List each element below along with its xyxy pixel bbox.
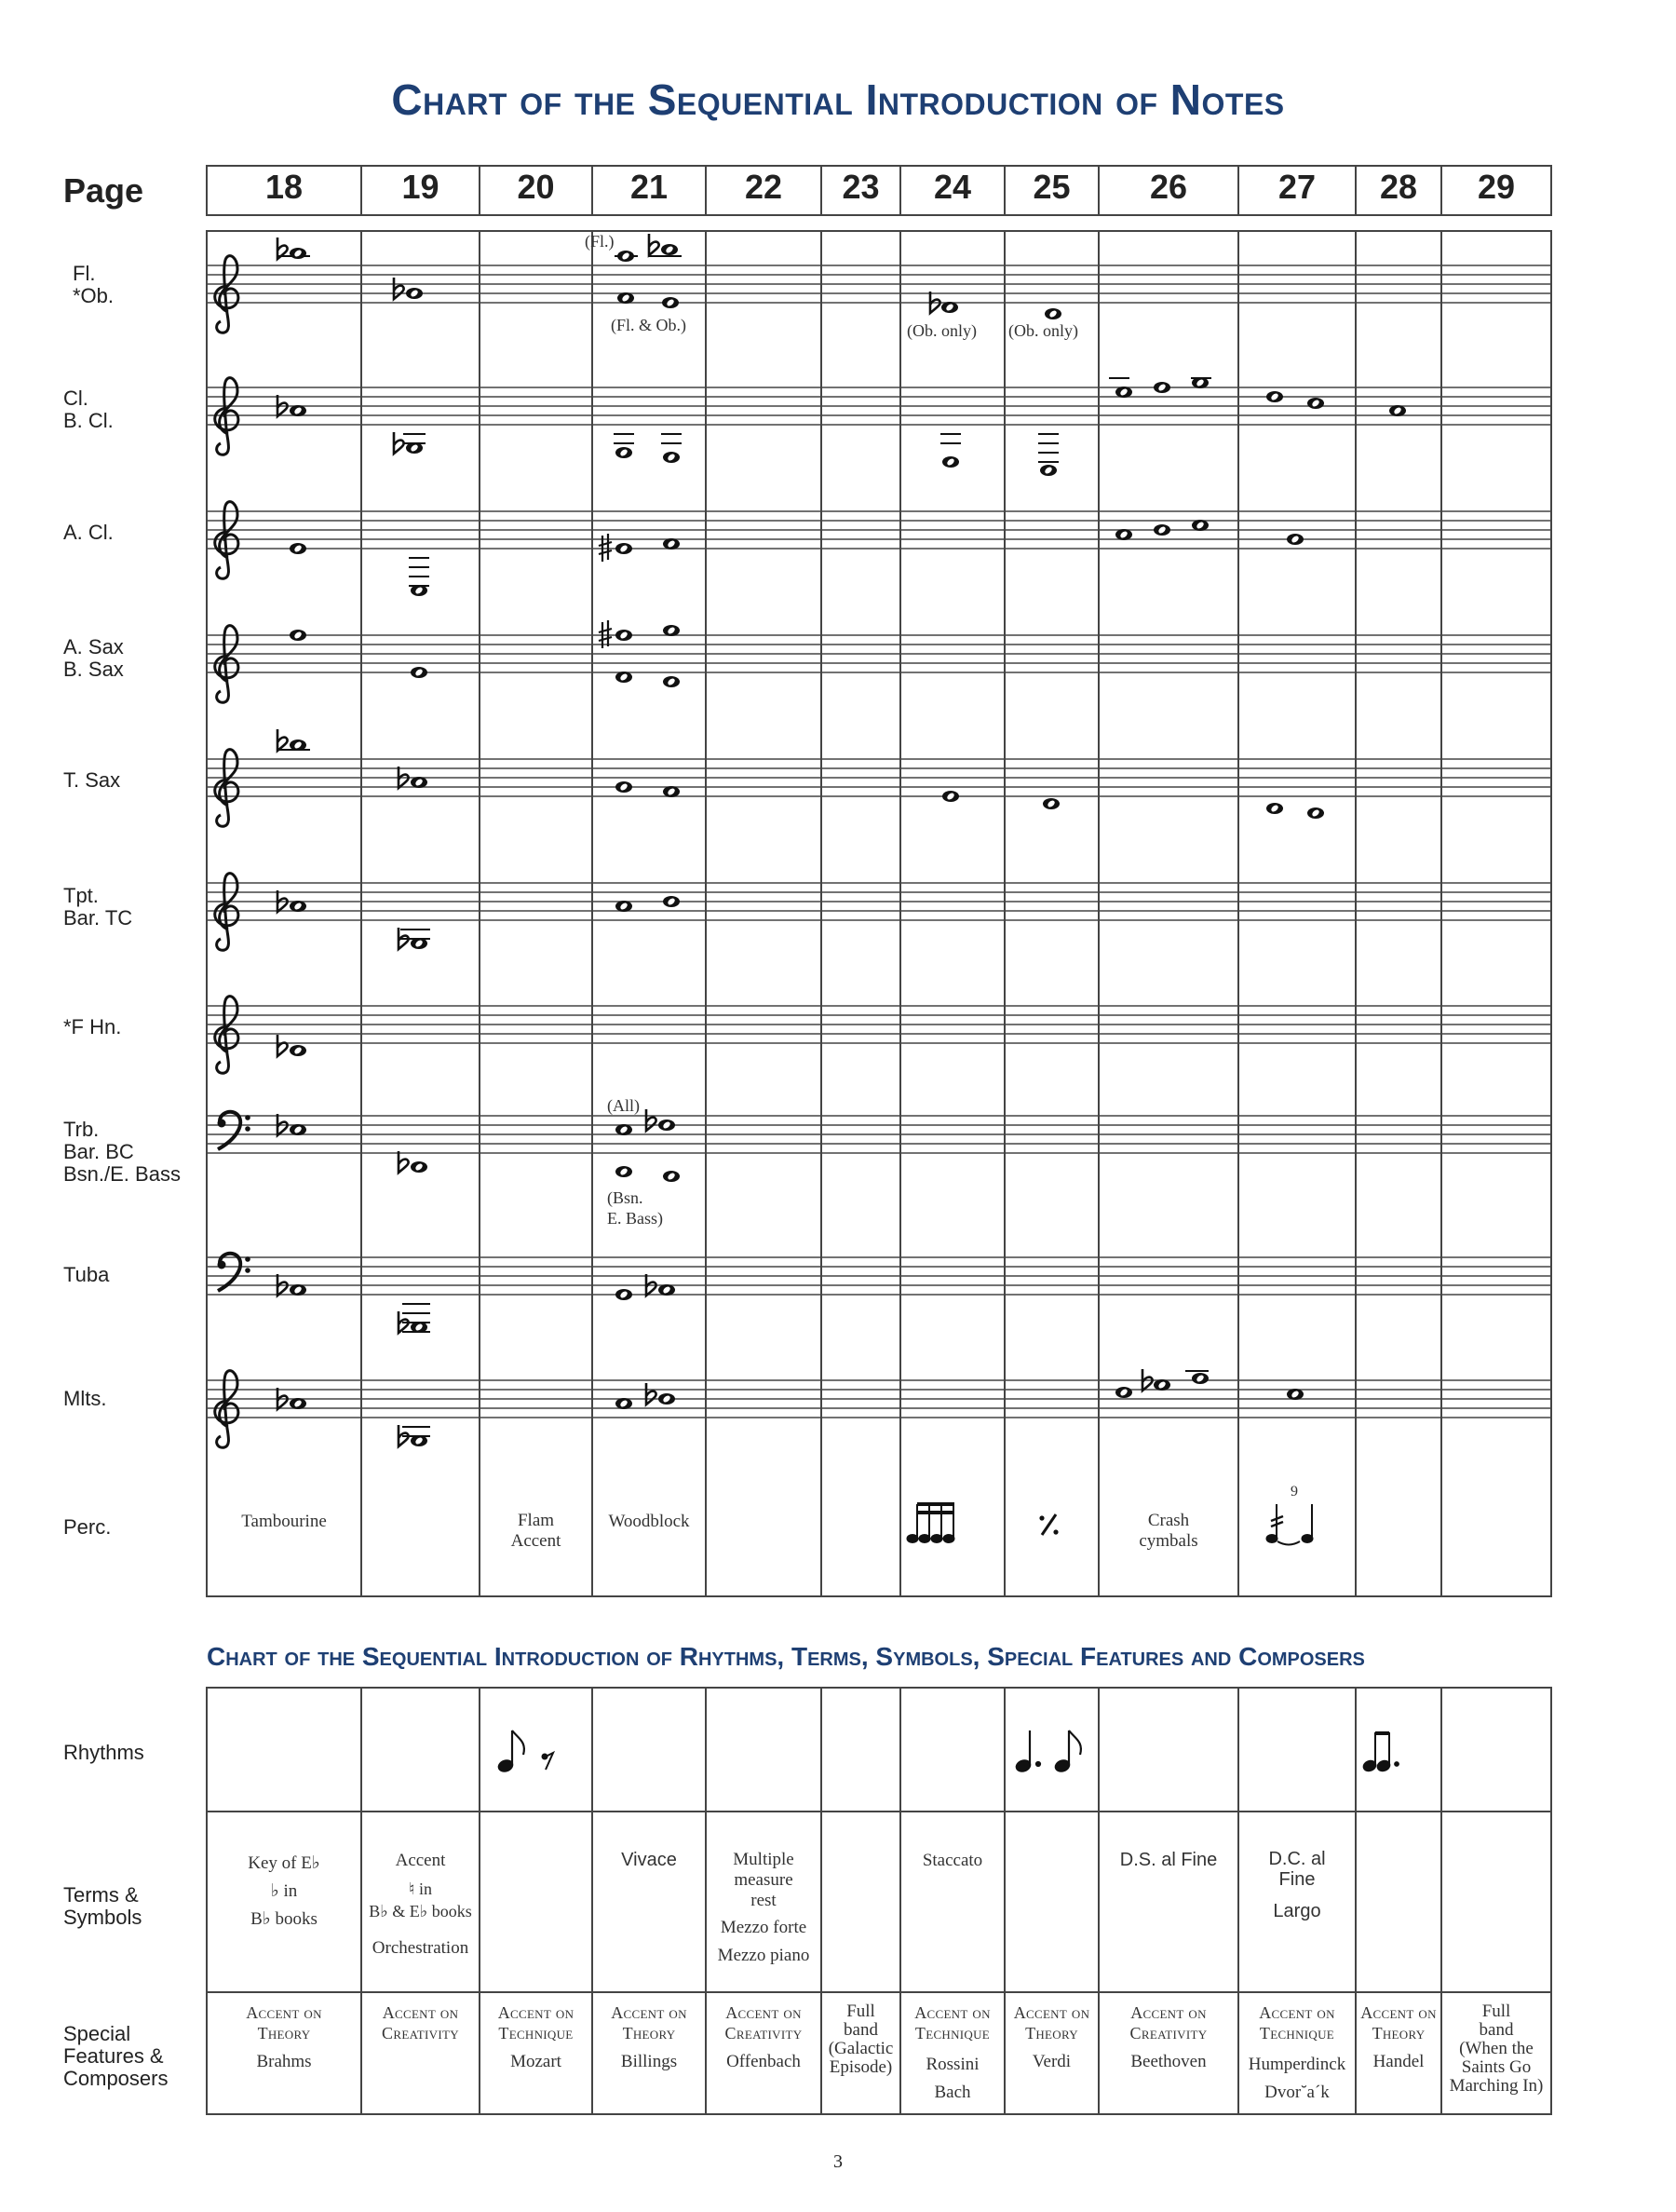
label-percussion: Perc.	[63, 1515, 112, 1539]
label-mallets: Mlts.	[63, 1387, 107, 1410]
feature-full-band: Full band (When the Saints Go Marching In)	[1449, 2002, 1544, 2096]
term-dc-al-fine: D.C. al Fine	[1268, 1849, 1326, 1890]
label-flute-oboe: Fl. *Ob.	[73, 262, 115, 307]
perc-tuplet-number: 9	[1291, 1484, 1298, 1500]
page-number: 18	[264, 168, 304, 206]
label-rhythms: Rhythms	[63, 1741, 144, 1764]
label-terms-symbols: Terms & Symbols	[63, 1883, 142, 1929]
feature-composer: Handel	[1372, 2052, 1425, 2071]
term-largo: Largo	[1273, 1901, 1321, 1921]
term-staccato: Staccato	[922, 1851, 983, 1870]
label-clarinet: Cl. B. Cl.	[63, 387, 114, 432]
feature-accent: Accent on Technique	[914, 2003, 991, 2042]
rhythm-eighth-rest	[496, 1730, 553, 1773]
term-accent: Accent	[395, 1851, 446, 1870]
page-number: 19	[401, 168, 439, 206]
page-number: 29	[1477, 168, 1516, 206]
page-number: 25	[1033, 168, 1071, 206]
page-number: 21	[629, 168, 669, 206]
term-mezzo-piano: Mezzo piano	[717, 1946, 810, 1965]
column-dividers	[361, 166, 1441, 1596]
feature-composer: Humperdinck Dvor˘a´k	[1248, 2055, 1346, 2102]
page-number: 22	[744, 168, 783, 206]
annotation-all: (All)	[607, 1096, 640, 1115]
label-trombone: Trb. Bar. BC Bsn./E. Bass	[63, 1118, 181, 1186]
annotation-bsn-ebass: (Bsn. E. Bass)	[607, 1188, 663, 1228]
staves	[207, 265, 1551, 1418]
term-ds-al-fine: D.S. al Fine	[1119, 1850, 1218, 1870]
feature-accent: Accent on Creativity	[724, 2003, 803, 2042]
page-label: Page	[63, 171, 144, 210]
feature-accent: Accent on Theory	[1013, 2003, 1090, 2042]
label-sax: A. Sax B. Sax	[63, 635, 124, 681]
feature-accent: Accent on Theory	[1360, 2003, 1437, 2042]
feature-accent: Accent on Technique	[497, 2003, 574, 2042]
term-natural: ♮ in B♭ & E♭ books	[369, 1880, 472, 1920]
term-orchestration: Orchestration	[372, 1938, 469, 1958]
label-alto-clarinet: A. Cl.	[63, 521, 114, 544]
feature-composer: Offenbach	[726, 2052, 801, 2071]
perc-sixteenths	[907, 1502, 954, 1543]
page-number: 27	[1277, 168, 1317, 206]
feature-accent: Accent on Theory	[611, 2003, 687, 2042]
feature-composer: Billings	[620, 2052, 678, 2071]
page-number: 28	[1379, 168, 1418, 206]
perc-roll	[1266, 1504, 1313, 1545]
label-tenor-sax: T. Sax	[63, 768, 121, 792]
rhythm-eighth-dotted-quarter	[1362, 1731, 1399, 1773]
label-trumpet: Tpt. Bar. TC	[63, 884, 133, 930]
term-multiple-measure-rest: Multiple measure rest	[733, 1850, 794, 1910]
feature-accent: Accent on Creativity	[1129, 2003, 1208, 2042]
feature-composer: Verdi	[1032, 2052, 1072, 2071]
annotation-ob-only: (Ob. only)	[1008, 321, 1078, 340]
annotation-fl-ob: (Fl. & Ob.)	[611, 316, 686, 334]
page-number: 24	[933, 168, 972, 206]
annotation-ob-only: (Ob. only)	[907, 321, 977, 340]
page-number: 20	[517, 168, 555, 206]
feature-composer: Mozart	[510, 2052, 561, 2071]
term-mezzo-forte: Mezzo forte	[720, 1918, 807, 1937]
perc-tambourine: Tambourine	[241, 1512, 327, 1531]
term-key-of-eflat: Key of E♭ ♭ in B♭ books	[248, 1853, 320, 1929]
chart-title: Chart of the Sequential Introduction of Notes	[391, 75, 1285, 124]
perc-repeat-sign	[1039, 1514, 1058, 1535]
feature-accent: Accent on Technique	[1259, 2003, 1335, 2042]
feature-full-band: Full band (Galactic Episode)	[828, 2002, 894, 2077]
feature-accent: Accent on Creativity	[382, 2003, 459, 2042]
annotation-fl: (Fl.)	[585, 232, 615, 251]
ledger-lines	[277, 256, 1211, 1436]
label-special-features: Special Features & Composers	[63, 2022, 169, 2090]
chart2-title: Chart of the Sequential Introduction of Rhythms, Terms, Symbols, Special Features and Composers	[207, 1642, 1365, 1671]
rhythm-dotted-quarter-eighth	[1014, 1730, 1080, 1773]
page-number: 26	[1149, 168, 1188, 206]
perc-crash-cymbals: Crash cymbals	[1139, 1511, 1198, 1551]
feature-composer: Brahms	[256, 2052, 312, 2071]
perc-flam-accent: Flam Accent	[510, 1511, 561, 1551]
page-number: 23	[842, 168, 880, 206]
label-horn: *F Hn.	[63, 1015, 122, 1038]
term-vivace: Vivace	[621, 1850, 677, 1870]
feature-composer: Rossini Bach	[926, 2055, 980, 2102]
clefs	[215, 256, 250, 1448]
feature-composer: Beethoven	[1130, 2052, 1207, 2071]
feature-accent: Accent on Theory	[246, 2003, 322, 2042]
perc-woodblock: Woodblock	[608, 1512, 690, 1531]
label-tuba: Tuba	[63, 1263, 110, 1286]
page-footer-number: 3	[833, 2151, 843, 2172]
